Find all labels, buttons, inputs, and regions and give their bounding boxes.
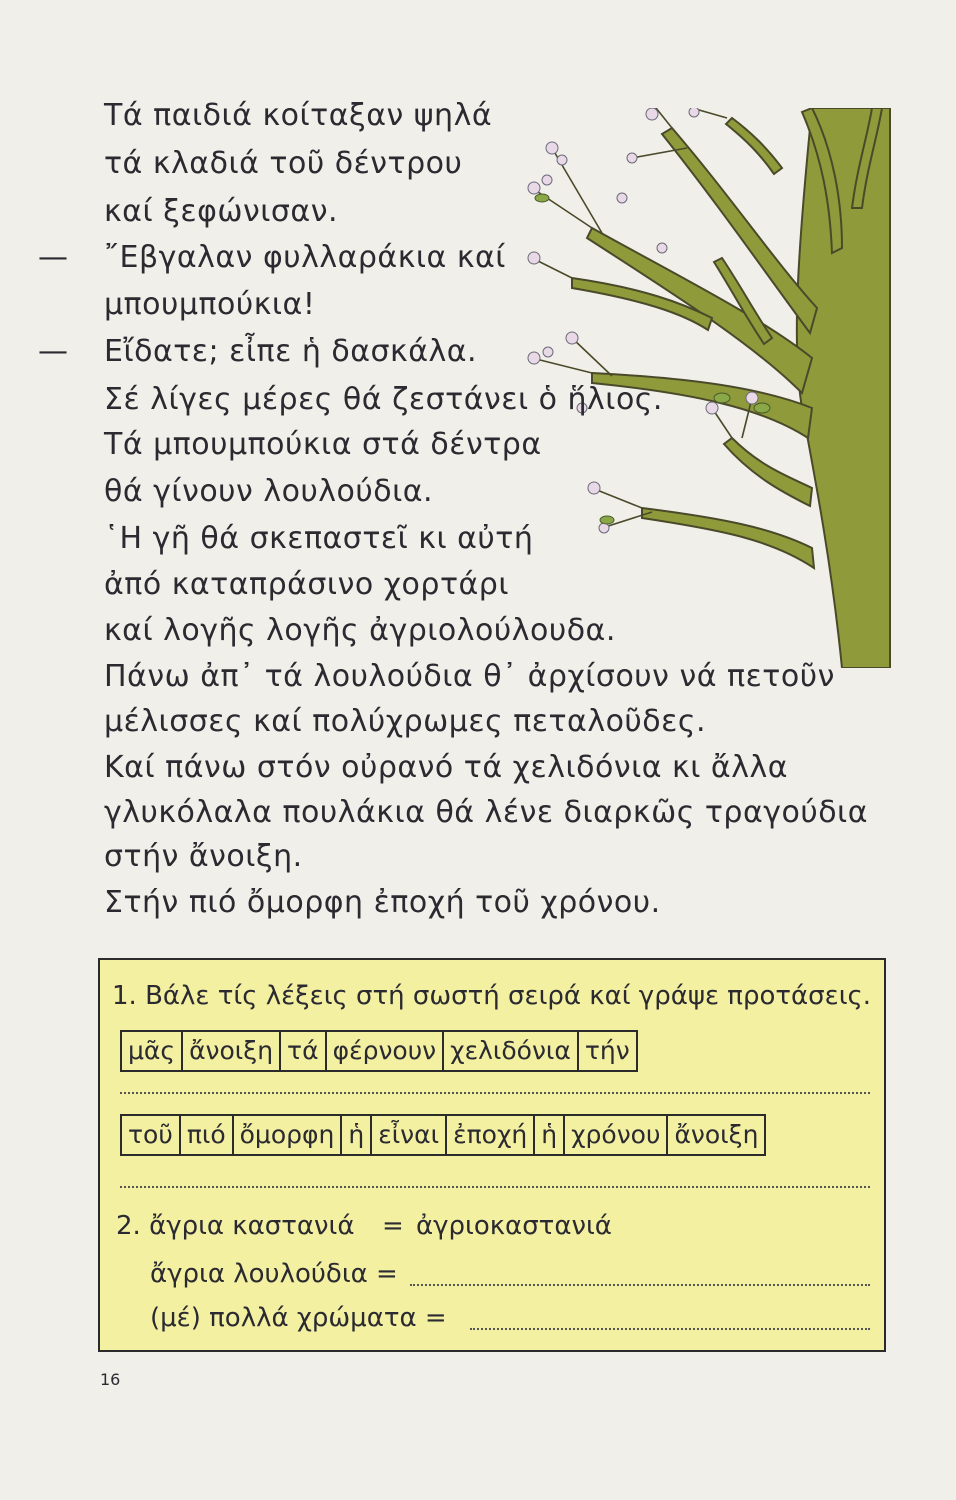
story-line-1: Τά παιδιά κοίταξαν ψηλά [104, 98, 493, 133]
story-line-7: Σέ λίγες μέρες θά ζεστάνει ὁ ἥλιος. [104, 382, 663, 417]
exercise-box [98, 958, 886, 1352]
word-card[interactable]: εἶναι [372, 1116, 447, 1154]
story-line-10: ῾Η γῆ θά σκεπαστεῖ κι αὐτή [104, 521, 534, 556]
exercise-2-item-1: ἄγρια λουλούδια = [150, 1259, 398, 1289]
dialogue-dash-1: — [38, 240, 68, 275]
word-card[interactable]: ἐποχή [447, 1116, 535, 1154]
story-line-8: Τά μπουμπούκια στά δέντρα [104, 427, 542, 462]
story-line-17: στήν ἄνοιξη. [104, 839, 303, 874]
story-line-9: θά γίνουν λουλούδια. [104, 474, 434, 509]
story-line-6: Εἴδατε; εἶπε ἡ δασκάλα. [104, 334, 478, 369]
dialogue-dash-2: — [38, 334, 68, 369]
story-line-18: Στήν πιό ὄμορφη ἐποχή τοῦ χρόνου. [104, 885, 661, 920]
exercise-2-example-left: 2. ἄγρια καστανιά [116, 1211, 355, 1241]
word-card[interactable]: χρόνου [565, 1116, 668, 1154]
word-row-1 [120, 1030, 638, 1072]
word-card[interactable]: ὄμορφη [234, 1116, 343, 1154]
story-line-12: καί λογῆς λογῆς ἀγριολούλουδα. [104, 613, 616, 648]
word-card[interactable]: τά [281, 1032, 327, 1070]
word-card[interactable]: τήν [584, 1036, 630, 1065]
story-line-14: μέλισσες καί πολύχρωμες πεταλοῦδες. [104, 704, 707, 739]
word-card[interactable]: πιό [181, 1116, 234, 1154]
word-card[interactable]: ἄνοιξη [183, 1032, 281, 1070]
page-number: 16 [100, 1370, 121, 1389]
story-line-15: Καί πάνω στόν οὐρανό τά χελιδόνια κι ἄλλα [104, 750, 788, 785]
word-card[interactable]: χελιδόνια [444, 1032, 579, 1070]
story-line-5: μπουμπούκια! [104, 287, 316, 322]
answer-line-3[interactable] [410, 1284, 870, 1286]
story-line-16: γλυκόλαλα πουλάκια θά λένε διαρκῶς τραγούδια [104, 795, 868, 830]
story-line-11: ἀπό καταπράσινο χορτάρι [104, 567, 509, 602]
word-card[interactable]: τοῦ [122, 1116, 181, 1154]
exercise-2-example-eq: = [382, 1211, 404, 1241]
exercise-2-example-right: ἀγριοκαστανιά [416, 1211, 612, 1241]
word-card[interactable]: μᾶς [122, 1032, 183, 1070]
word-card[interactable]: ἄνοιξη [674, 1120, 759, 1149]
word-row-2 [120, 1114, 766, 1156]
story-line-2: τά κλαδιά τοῦ δέντρου [104, 146, 463, 181]
exercise-2-item-2: (μέ) πολλά χρώματα = [150, 1303, 447, 1333]
word-card[interactable]: ἡ [535, 1116, 565, 1154]
answer-line-4[interactable] [470, 1328, 870, 1330]
answer-line-1[interactable] [120, 1092, 870, 1094]
answer-line-2[interactable] [120, 1186, 870, 1188]
word-card[interactable]: ἡ [342, 1116, 372, 1154]
story-line-3: καί ξεφώνισαν. [104, 194, 338, 229]
exercise-1-instruction: 1. Βάλε τίς λέξεις στή σωστή σειρά καί γράψε προτάσεις. [112, 981, 872, 1011]
word-card[interactable]: φέρνουν [327, 1032, 445, 1070]
story-line-13: Πάνω ἀπ᾽ τά λουλούδια θ᾽ ἀρχίσουν νά πετοῦν [104, 659, 835, 694]
story-line-4: ῎Εβγαλαν φυλλαράκια καί [104, 240, 506, 275]
